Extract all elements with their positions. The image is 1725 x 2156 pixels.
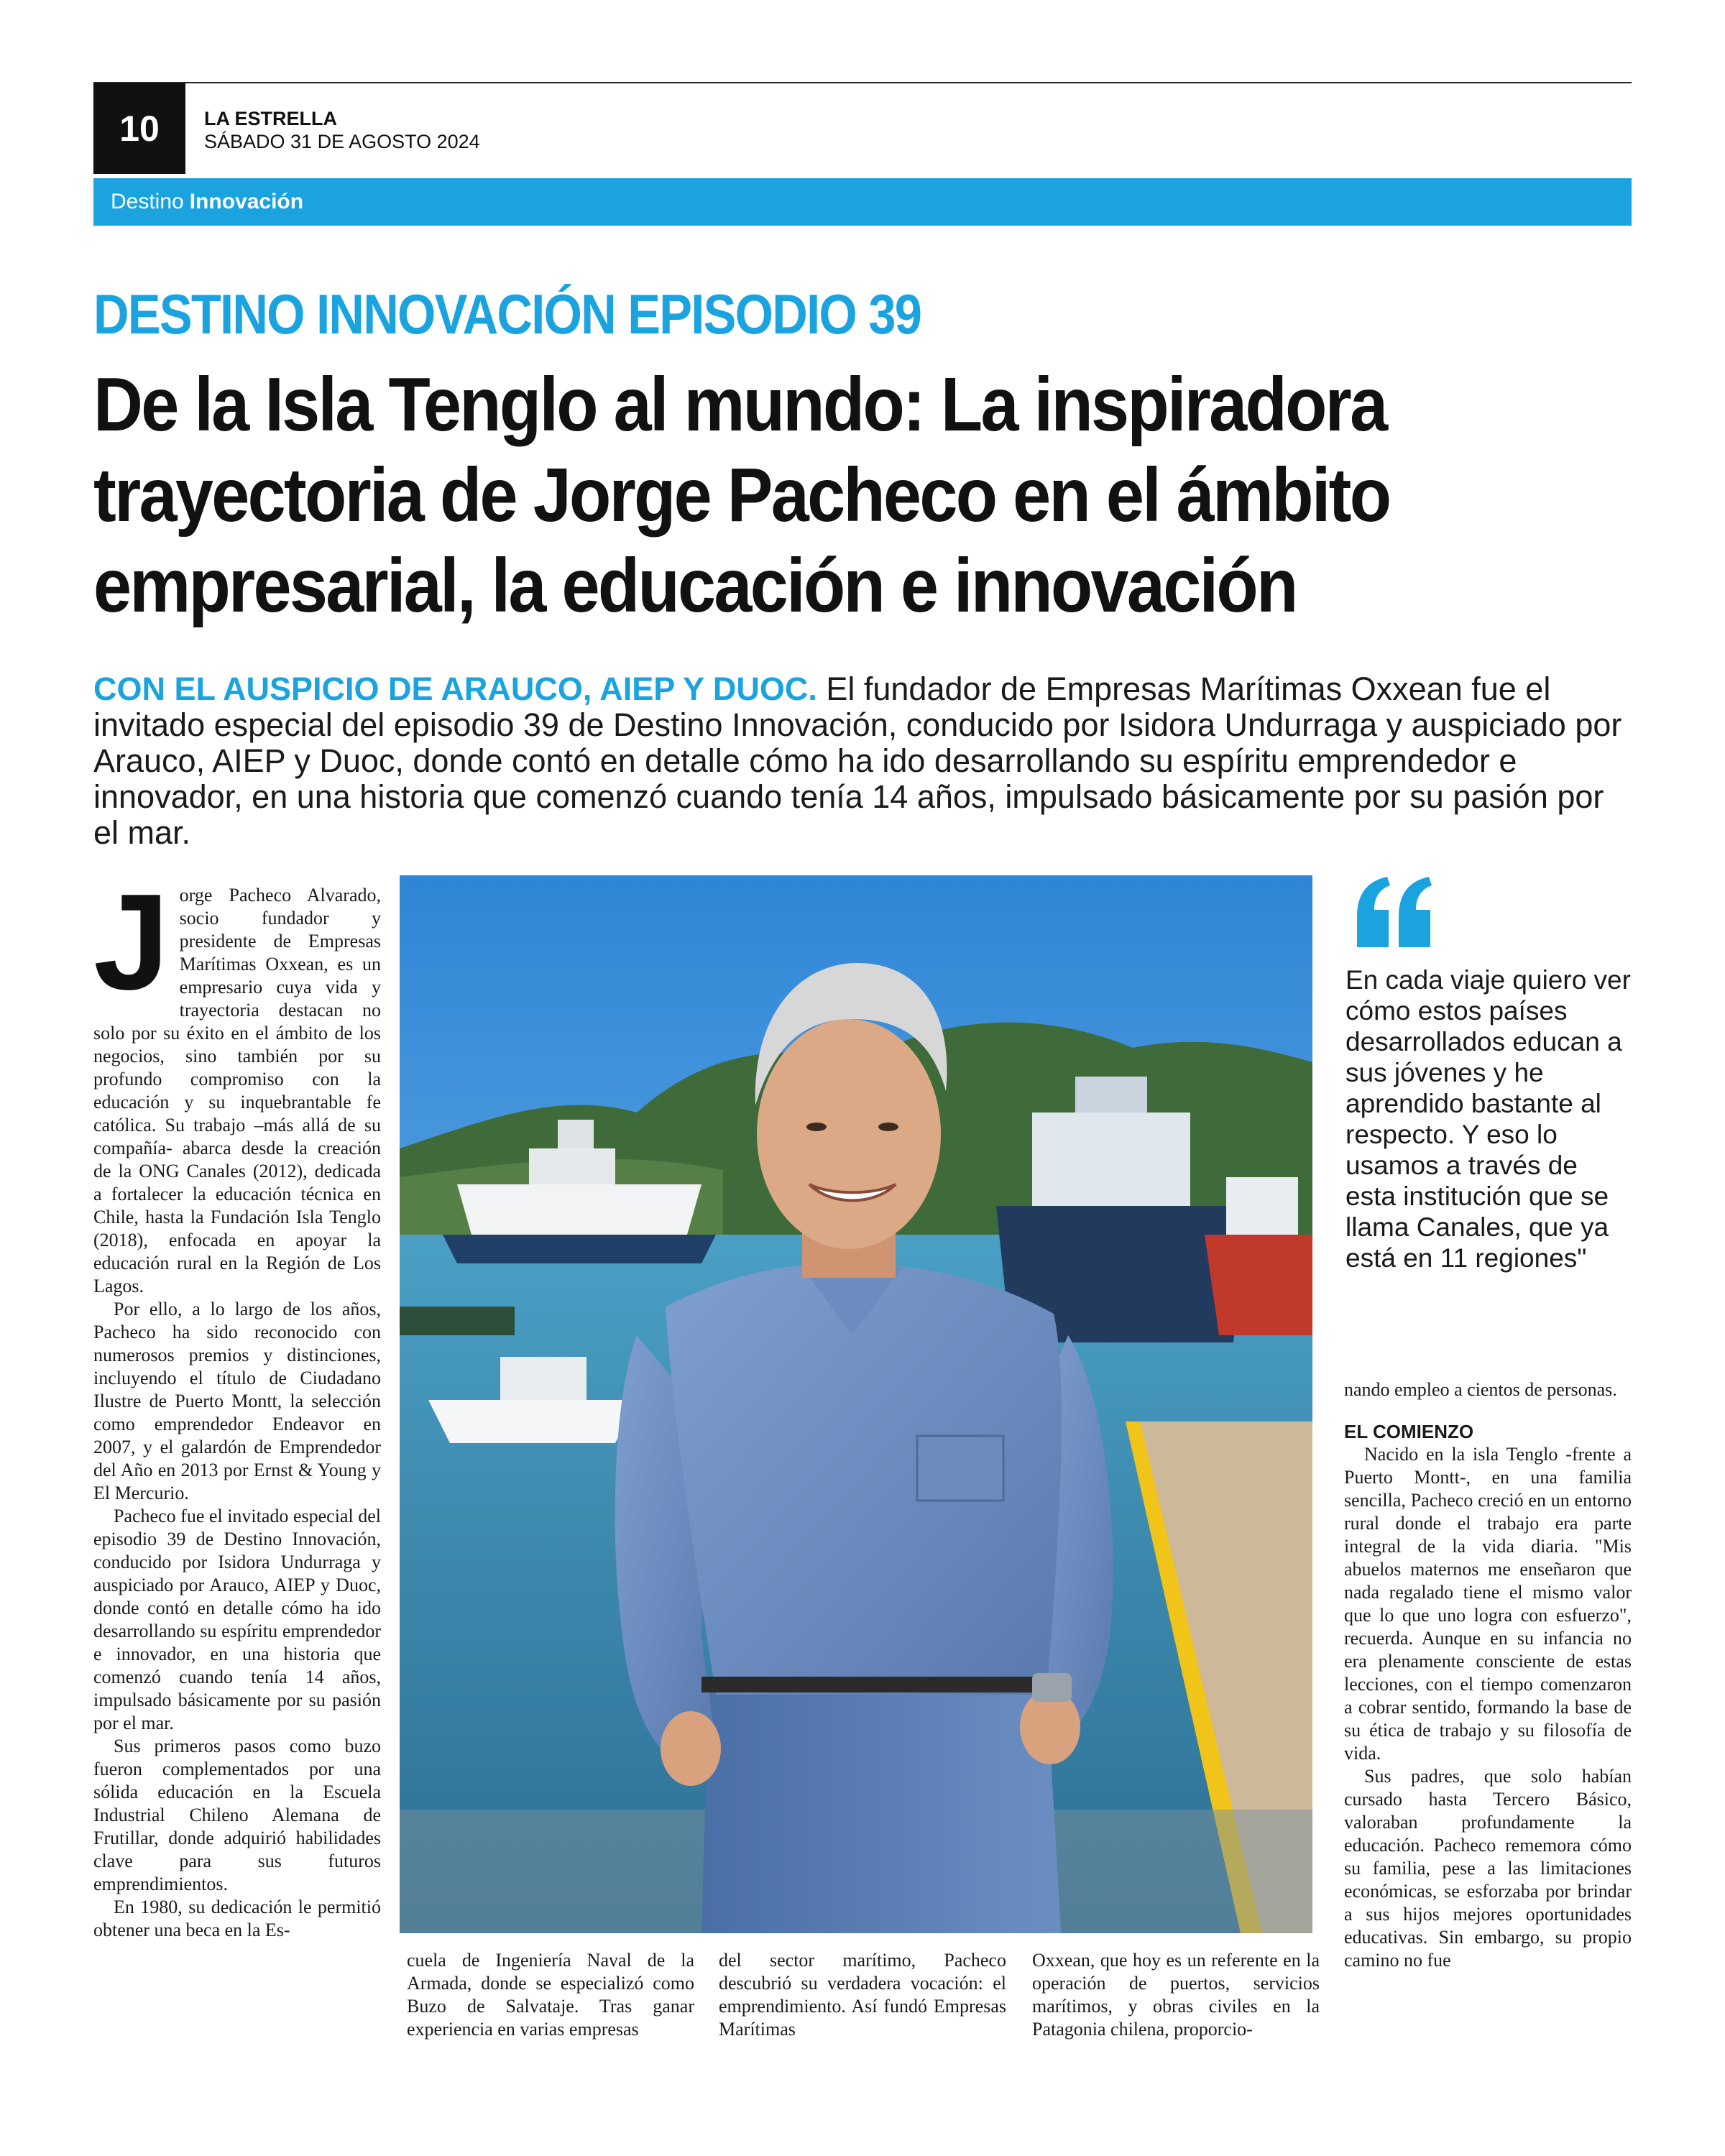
deck-text: El fundador de Empresas Marítimas Oxxean fue el invitado especial del episodio 39 de Destino Innovación, conducido por Isidora Undurraga y auspiciado por Arauco, AIEP y Duoc, donde contó en detalle cómo ha ido desarrollando su espíritu emprendedor e innovador, en una historia que comenzó cuando tenía 14 años, impulsado básicamente por su pasión por el mar. [93, 671, 1622, 851]
page-number: 10 [93, 83, 185, 174]
pull-quote [1344, 875, 1632, 1378]
body-column-5 [1344, 1378, 1632, 1972]
article-photo [400, 875, 1312, 1933]
body-column-1 [93, 866, 381, 1942]
body-paragraph: Pacheco fue el invitado especial del episodio 39 de Destino Innovación, conducido por Isidora Undurraga y auspiciado por Arauco, AIEP y Duoc, donde contó en detalle cómo ha ido desarrollando su espíritu emprendedor e innovador, en una historia que comenzó cuando tenía 14 años, impulsado básicamente por su pasión por el mar. [93, 1506, 381, 1733]
headline-line: empresarial, la educación e innovación [93, 543, 1297, 628]
headline-line: trayectoria de Jorge Pacheco en el ámbito [93, 453, 1390, 538]
body-paragraph: Nacido en la isla Tenglo -frente a Puerto Montt-, en una familia sencilla, Pacheco creció en un entorno rural donde el trabajo era parte integral de la vida diaria. "Mis abuelos maternos me enseñaron que nada regalado tiene el mismo valor que lo que uno logra con esfuerzo", recuerda. Aunque en su infancia no era plenamente consciente de estas lecciones, con el tiempo comenzaron a cobrar sentido, formando la base de su ética de trabajo y su filosofía de vida. [1344, 1444, 1632, 1764]
body-paragraph: Sus primeros pasos como buzo fueron complementados por una sólida educación en la Escuela Industrial Chileno Alemana de Frutillar, donde adquirió habilidades clave para sus futuros emprendimientos. [93, 1736, 381, 1894]
drop-cap: J [93, 866, 170, 1018]
body-paragraph: Oxxean, que hoy es un referente en la operación de puertos, servicios marítimos, y obras civiles en la Patagonia chilena, proporcio- [1032, 1950, 1320, 2040]
body-paragraph: del sector marítimo, Pacheco descubrió su verdadera vocación: el emprendimiento. Así fundó Empresas Marítimas [719, 1950, 1006, 2040]
article-deck [93, 671, 1632, 851]
body-paragraph: orge Pacheco Alvarado, socio fundador y presidente de Empresas Marítimas Oxxean, es un empresario cuya vida y trayectoria destacan no solo por su éxito en el ámbito de los negocios, sino también por su profundo compromiso con la educación y su inquebrantable fe católica. Su trabajo –más allá de su compañía- abarca desde la creación de la ONG Canales (2012), dedicada a fortalecer la educación técnica en Chile, hasta la Fundación Isla Tenglo (2018), enfocada en apoyar la educación rural en la Región de Los Lagos. [93, 885, 381, 1296]
quote-text: En cada viaje quiero ver cómo estos países desarrollados educan a sus jóvenes y he aprendido bastante al respecto. Y eso lo usamos a través de esta institución que se llama Canales, que ya está en 11 regiones" [1346, 965, 1631, 1273]
body-paragraph: cuela de Ingeniería Naval de la Armada, donde se especializó como Buzo de Salvataje. Tras ganar experiencia en varias empresas [407, 1950, 694, 2040]
section-bar [93, 178, 1632, 226]
body-paragraph: Sus padres, que solo habían cursado hasta Tercero Básico, valoraban profundamente la educación. Pacheco rememora cómo su familia, pese a las limitaciones económicas, se esforzaba por brindar a sus hijos mejores oportunidades educativas. Sin embargo, su propio camino no fue [1344, 1766, 1632, 1971]
top-rule [93, 82, 1632, 83]
section-label-regular: Destino [111, 190, 184, 213]
body-paragraph: nando empleo a cientos de personas. [1344, 1379, 1617, 1400]
issue-date: SÁBADO 31 DE AGOSTO 2024 [204, 131, 480, 152]
deck-lead: CON EL AUSPICIO DE ARAUCO, AIEP Y DUOC. [93, 671, 817, 707]
section-label-bold: Innovación [189, 190, 304, 213]
section-subhead: EL COMIENZO [1344, 1421, 1474, 1442]
body-column-2 [407, 1949, 694, 2041]
headline-line: De la Isla Tenglo al mundo: La inspiradora [93, 362, 1386, 447]
article-kicker: DESTINO INNOVACIÓN EPISODIO 39 [93, 282, 921, 346]
quotation-mark-icon [1351, 875, 1438, 950]
body-paragraph: En 1980, su dedicación le permitió obtener una beca en la Es- [93, 1897, 381, 1940]
body-column-4 [1032, 1949, 1320, 2041]
article-headline [93, 359, 1601, 631]
body-paragraph: Por ello, a lo largo de los años, Pacheco ha sido reconocido con numerosos premios y distinciones, incluyendo el título de Ciudadano Ilustre de Puerto Montt, la selección como emprendedor Endeavor en 2007, y el galardón de Emprendedor del Año en 2013 por Ernst & Young y El Mercurio. [93, 1299, 381, 1503]
newspaper-name: LA ESTRELLA [204, 108, 337, 129]
body-column-3 [719, 1949, 1006, 2041]
